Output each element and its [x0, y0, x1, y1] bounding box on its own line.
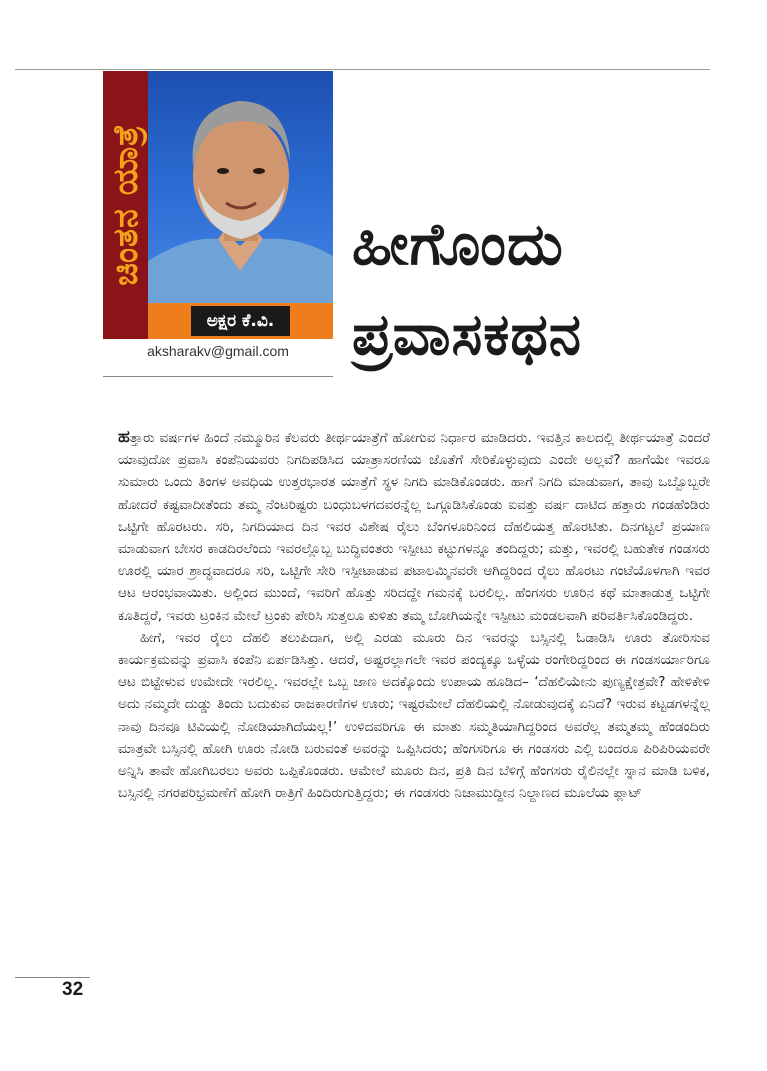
title-line-1: ಹೀಗೊಂದು: [352, 210, 564, 278]
page-number-rule: [15, 977, 90, 978]
column-header: [103, 71, 333, 339]
paragraph-1-text: ತ್ತಾರು ವರ್ಷಗಳ ಹಿಂದೆ ನಮ್ಮೂರಿನ ಕೆಲವರು ತೀರ್ಥಯಾತ್ರೆಗೆ ಹೋಗುವ ನಿರ್ಧಾರ ಮಾಡಿದರು. ಇವತ್ತಿನ ಕಾಲದಲ್ಲಿ ತೀರ್ಥಯಾತ್ರೆ ಎಂದರೆ ಯಾವುದೋ ಪ್ರವಾಸಿ ಕಂಪೆನಿಯವರು ನಿಗದಿಪಡಿಸಿದ ಯಾತ್ರಾಸರಣಿಯ ಜೊತೆಗೆ ಸೇರಿಕೊಳ್ಳುವುದು ಎಂದೇ ಅಲ್ಲವೆ? ಹಾಗೆಯೇ ಇವರೂ ಸುಮಾರು ಒಂದು ತಿಂಗಳ ಅವಧಿಯ ಉತ್ತರಭಾರತ ಯಾತ್ರೆಗೆ ಸ್ಥಳ ನಿಗದಿ ಮಾಡಿಕೊಂಡರು. ಹಾಗೆ ನಿಗದಿ ಮಾಡುವಾಗ, ತಾವು ಒಬ್ಬೊಬ್ಬರೇ ಹೋದರೆ ಕಷ್ಟವಾದೀತೆಂದು ತಮ್ಮ ನೆಂಟರಿಷ್ಟರು ಬಂಧುಬಳಗದವರನ್ನೆಲ್ಲ ಒಗ್ಗೂಡಿಸಿಕೊಂಡು ಐವತ್ತು ವರ್ಷ ದಾಟಿದ ಹತ್ತಾರು ಗಂಡಹೆಂಡಿರು ಒಟ್ಟಿಗೇ ಹೊರಟರು. ಸರಿ, ನಿಗದಿಯಾದ ದಿನ ಇವರ ವಿಶೇಷ ರೈಲು ಬೆಂಗಳೂರಿನಿಂದ ದೆಹಲಿಯತ್ತ ಹೊರಟಿತು. ದಿನಗಟ್ಟಲೆ ಪ್ರಯಾಣ ಮಾಡುವಾಗ ಬೇಸರ ಕಾಡದಿರಲೆಂದು ಇವರಲ್ಲೊಬ್ಬ ಬುದ್ಧಿವಂತರು ಇಸ್ಪೀಟು ಕಟ್ಟುಗಳನ್ನೂ ತಂದಿದ್ದರು; ಮತ್ತು, ಇವರಲ್ಲಿ ಬಹುತೇಕ ಗಂಡಸರು ಊರಲ್ಲಿ ಯಾರ ಶ್ರಾದ್ಧವಾದರೂ ಸರಿ, ಒಟ್ಟಿಗೇ ಸೇರಿ ಇಸ್ಪೀಟಾಡುವ ಪಟಾಲಮ್ಮಿನವರೇ ಆಗಿದ್ದರಿಂದ ರೈಲು ಹೊರಟು ಗಂಟೆಯೊಳಗಾಗಿ ಇವರ ಆಟ ಆರಂಭವಾಯಿತು. ಅಲ್ಲಿಂದ ಮುಂದೆ, ಇವರಿಗೆ ಹೊತ್ತು ಸರಿದದ್ದೇ ಗಮನಕ್ಕೆ ಬರಲಿಲ್ಲ. ಹೆಂಗಸರು ಊರಿನ ಕಥೆ ಮಾತಾಡುತ್ತ ಒಟ್ಟಿಗೇ ಕೂತಿದ್ದರೆ, ಇವರು ಟ್ರಂಕಿನ ಮೇಲೆ ಟ್ರಂಕು ಪೇರಿಸಿ ಸುತ್ತಲೂ ಕುಳಿತು ತಮ್ಮ ಬೋಗಿಯನ್ನೇ ಇಸ್ಪೀಟು ಮಂಡಲವಾಗಿ ಪರಿವರ್ತಿಸಿಕೊಂಡಿದ್ದರು.: [118, 430, 710, 624]
author-email[interactable]: aksharakv@gmail.com: [147, 343, 289, 359]
email-rule: [103, 376, 333, 377]
page-number: 32: [62, 979, 84, 1000]
title-line-2: ಪ್ರವಾಸಕಥನ: [352, 300, 583, 368]
column-name: ಚಿಂತನ ಯಾತ್ರೆ: [105, 124, 146, 286]
drop-cap: ಹ: [118, 427, 130, 447]
author-portrait-icon: [148, 71, 333, 303]
top-rule: [15, 69, 710, 70]
author-photo: [148, 71, 333, 303]
paragraph-1: [118, 426, 710, 627]
author-name: ಅಕ್ಷರ ಕೆ.ವಿ.: [191, 306, 291, 336]
author-bar: [148, 303, 333, 339]
article-body: [118, 426, 710, 804]
paragraph-2: ಹೀಗೆ, ಇವರ ರೈಲು ದೆಹಲಿ ತಲುಪಿದಾಗ, ಅಲ್ಲಿ ಎರಡು ಮೂರು ದಿನ ಇವರನ್ನು ಬಸ್ಸಿನಲ್ಲಿ ಓಡಾಡಿಸಿ ಊರು ತೋರಿಸುವ ಕಾರ್ಯಕ್ರಮವನ್ನು ಪ್ರವಾಸಿ ಕಂಪೆನಿ ಏರ್ಪಡಿಸಿತ್ತು. ಆದರೆ, ಅಷ್ಟರಲ್ಲಾಗಲೇ ಇವರ ಪಂದ್ಯಕ್ಕೂ ಒಳ್ಳೆಯ ರಂಗೇರಿದ್ದರಿಂದ ಈ ಗಂಡಸರ್ಯಾರಿಗೂ ಆಟ ಬಿಟ್ಟೇಳುವ ಉಮೇದೇ ಇರಲಿಲ್ಲ. ಇವರಲ್ಲೇ ಒಬ್ಬ ಜಾಣ ಅದಕ್ಕೊಂದು ಉಪಾಯ ಹೂಡಿದ– ‘ದೆಹಲಿಯೇನು ಪುಣ್ಯಕ್ಷೇತ್ರವೇ? ಹೇಳಿಕೇಳಿ ಅದು ನಮ್ಮದೇ ದುಡ್ಡು ತಿಂದು ಬದುಕುವ ರಾಜಕಾರಣಿಗಳ ಊರು; ಇಷ್ಟರಮೇಲೆ ದೆಹಲಿಯಲ್ಲಿ ನೋಡುವುದಕ್ಕೆ ಏನಿದೆ? ಇರುವ ಕಟ್ಟಡಗಳನ್ನೆಲ್ಲ ನಾವು ದಿನವೂ ಟಿವಿಯಲ್ಲಿ ನೋಡಿಯಾಗಿದೆಯಲ್ಲ!’ ಉಳಿದವರಿಗೂ ಈ ಮಾತು ಸಮ್ಮತಿಯಾಗಿದ್ದರಿಂದ ಅವರೆಲ್ಲ ತಮ್ಮತಮ್ಮ ಹೆಂಡಂದಿರು ಮಾತ್ರವೇ ಬಸ್ಸಿನಲ್ಲಿ ಹೋಗಿ ಊರು ನೋಡಿ ಬರುವಂತೆ ಅವರನ್ನು ಒಪ್ಪಿಸಿದರು; ಹೆಂಗಸರಿಗೂ ಈ ಗಂಡಸರು ಎಲ್ಲಿ ಬಂದರೂ ಪಿರಿಪಿರಿಯವರೇ ಅನ್ನಿಸಿ ತಾವೇ ಹೋಗಿಬರಲು ಅವರು ಒಪ್ಪಿಕೊಂಡರು. ಆಮೇಲೆ ಮೂರು ದಿನ, ಪ್ರತಿ ದಿನ ಬೆಳಿಗ್ಗೆ ಹೆಂಗಸರು ರೈಲಿನಲ್ಲೇ ಸ್ನಾನ ಮಾಡಿ ಬಳಿಕ, ಬಸ್ಸಿನಲ್ಲಿ ನಗರಪರಿಭ್ರಮಣೆಗೆ ಹೋಗಿ ರಾತ್ರಿಗೆ ಹಿಂದಿರುಗುತ್ತಿದ್ದರು; ಈ ಗಂಡಸರು ನಿಜಾಮುದ್ದೀನ ನಿಲ್ದಾಣದ ಮೂಲೆಯ ಪ್ಲಾಟ್: [118, 629, 710, 802]
column-band: [103, 71, 148, 339]
